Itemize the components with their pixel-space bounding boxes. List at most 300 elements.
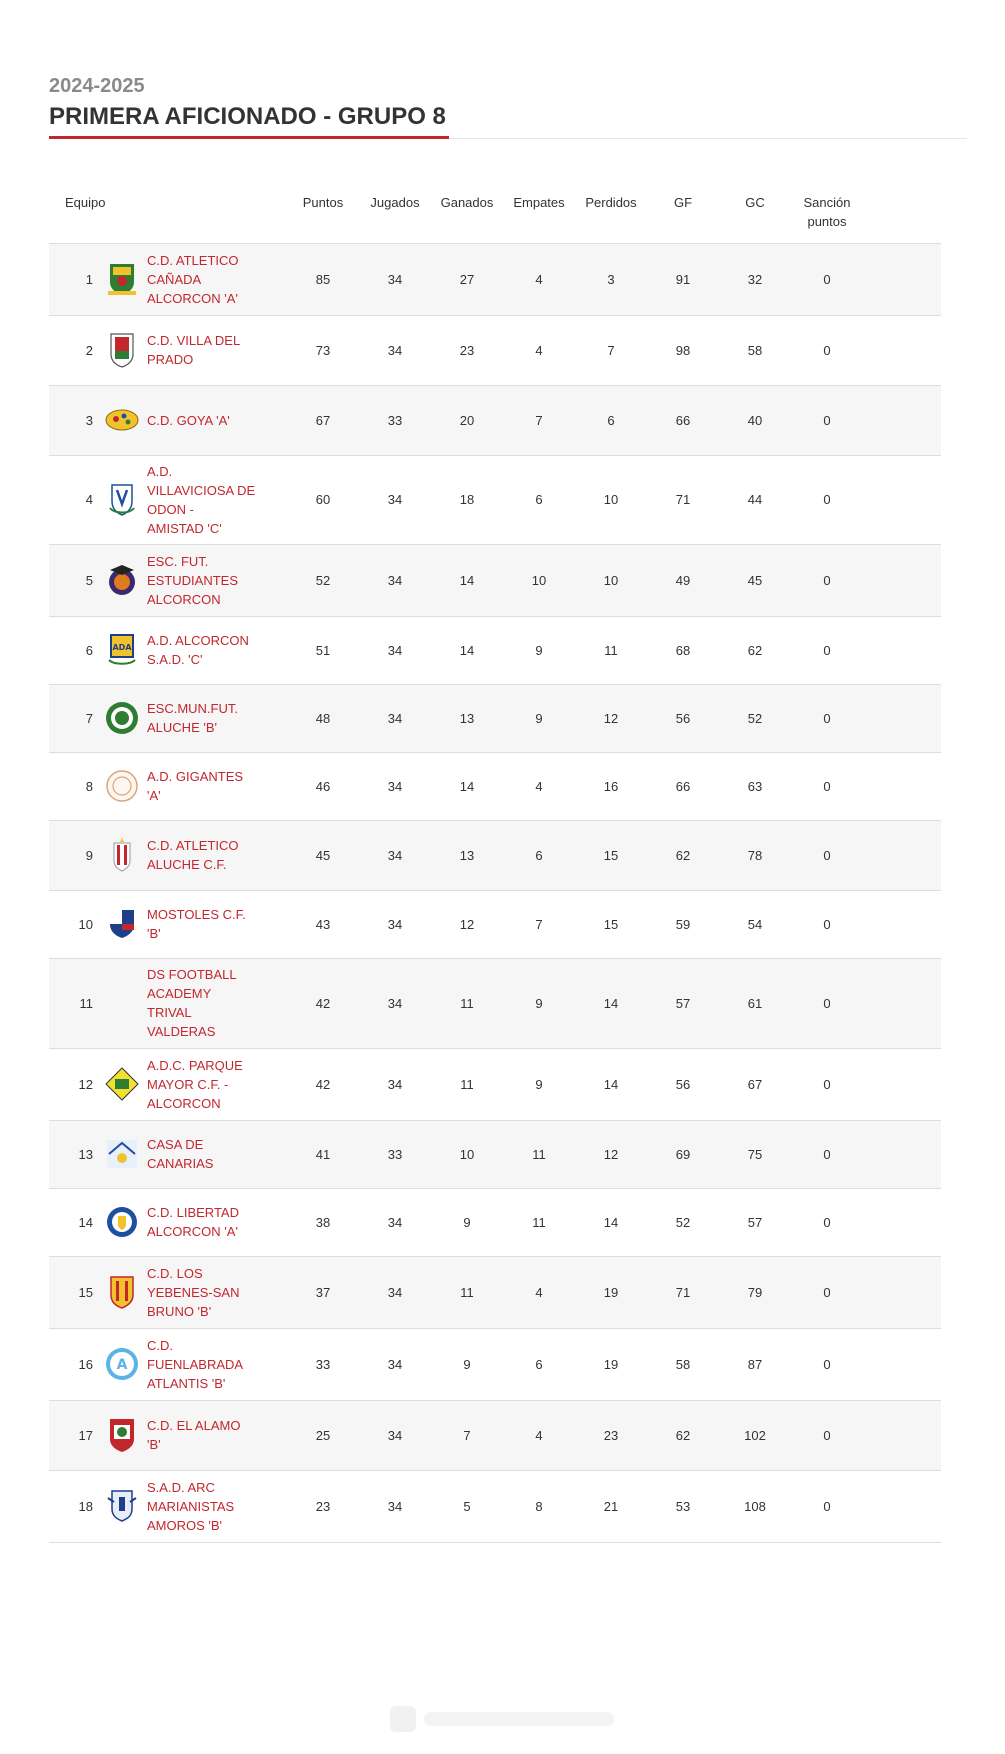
- sancion-cell: 0: [791, 385, 863, 455]
- team-name-link[interactable]: [147, 1256, 287, 1328]
- gf-cell: 66: [647, 752, 719, 820]
- gf-cell: 71: [647, 1256, 719, 1328]
- team-name-line: MOSTOLES C.F.: [147, 907, 246, 922]
- sancion-cell: 0: [791, 1188, 863, 1256]
- team-name-line: ALUCHE 'B': [147, 720, 217, 735]
- standings-table: [49, 168, 941, 1543]
- gf-cell: 66: [647, 385, 719, 455]
- position-cell: 8: [49, 752, 97, 820]
- empates-cell: 4: [503, 752, 575, 820]
- gf-cell: 91: [647, 243, 719, 315]
- table-row: [49, 890, 941, 958]
- row-spacer: [863, 1470, 941, 1542]
- fuenlabrada-crest[interactable]: [104, 1346, 140, 1382]
- perdidos-cell: 7: [575, 315, 647, 385]
- gc-cell: 102: [719, 1400, 791, 1470]
- ganados-cell: 12: [431, 890, 503, 958]
- jugados-cell: 33: [359, 1120, 431, 1188]
- empates-cell: 7: [503, 385, 575, 455]
- team-name-line: ESC.MUN.FUT.: [147, 701, 238, 716]
- team-name-link[interactable]: [147, 752, 287, 820]
- gc-cell: 79: [719, 1256, 791, 1328]
- perdidos-cell: 6: [575, 385, 647, 455]
- col-sancion-line2: puntos: [807, 214, 847, 229]
- crest-cell: [97, 385, 147, 455]
- ganados-cell: 14: [431, 544, 503, 616]
- ganados-cell: 5: [431, 1470, 503, 1542]
- perdidos-cell: 23: [575, 1400, 647, 1470]
- estudiantes-crest[interactable]: [104, 562, 140, 598]
- gc-cell: 108: [719, 1470, 791, 1542]
- page-header: [49, 74, 967, 139]
- atletico-aluche-crest[interactable]: [104, 837, 140, 873]
- gf-cell: 68: [647, 616, 719, 684]
- col-perdidos: Perdidos: [575, 168, 647, 243]
- gc-cell: 44: [719, 455, 791, 544]
- team-name-line: C.D. EL ALAMO: [147, 1418, 241, 1433]
- puntos-cell: 41: [287, 1120, 359, 1188]
- ganados-cell: 27: [431, 243, 503, 315]
- sancion-cell: 0: [791, 455, 863, 544]
- empates-cell: 4: [503, 243, 575, 315]
- crest-cell: [97, 1400, 147, 1470]
- jugados-cell: 34: [359, 1328, 431, 1400]
- goya-crest[interactable]: [104, 402, 140, 438]
- table-row: [49, 385, 941, 455]
- crest-cell: [97, 1470, 147, 1542]
- sancion-cell: 0: [791, 752, 863, 820]
- position-cell: 2: [49, 315, 97, 385]
- empates-cell: 9: [503, 616, 575, 684]
- sancion-cell: 0: [791, 1470, 863, 1542]
- crest-cell: [97, 544, 147, 616]
- team-name-line: DS FOOTBALL: [147, 967, 237, 982]
- team-name-line: AMOROS 'B': [147, 1517, 223, 1533]
- col-gf: GF: [647, 168, 719, 243]
- jugados-cell: 34: [359, 544, 431, 616]
- perdidos-cell: 12: [575, 1120, 647, 1188]
- table-row: [49, 1188, 941, 1256]
- team-name-line: ALCORCON: [147, 1095, 221, 1111]
- table-row: [49, 820, 941, 890]
- puntos-cell: 42: [287, 958, 359, 1048]
- empates-cell: 6: [503, 820, 575, 890]
- gf-cell: 56: [647, 1048, 719, 1120]
- perdidos-cell: 15: [575, 890, 647, 958]
- gc-cell: 45: [719, 544, 791, 616]
- empates-cell: 9: [503, 1048, 575, 1120]
- position-cell: 5: [49, 544, 97, 616]
- ganados-cell: 11: [431, 1256, 503, 1328]
- row-spacer: [863, 1188, 941, 1256]
- jugados-cell: 34: [359, 1048, 431, 1120]
- row-spacer: [863, 820, 941, 890]
- puntos-cell: 43: [287, 890, 359, 958]
- gigantes-crest[interactable]: [104, 768, 140, 804]
- jugados-cell: 34: [359, 684, 431, 752]
- gf-cell: 53: [647, 1470, 719, 1542]
- gf-cell: 98: [647, 315, 719, 385]
- standings-body: [49, 243, 941, 1542]
- team-name-link[interactable]: [147, 616, 287, 684]
- row-spacer: [863, 1400, 941, 1470]
- perdidos-cell: 19: [575, 1256, 647, 1328]
- table-row: [49, 684, 941, 752]
- standings-header-row: [49, 168, 941, 243]
- position-cell: 15: [49, 1256, 97, 1328]
- row-spacer: [863, 243, 941, 315]
- row-spacer: [863, 1328, 941, 1400]
- team-name-line: ALCORCON 'A': [147, 1224, 238, 1239]
- empates-cell: 4: [503, 1400, 575, 1470]
- sancion-cell: 0: [791, 544, 863, 616]
- crest-cell: [97, 315, 147, 385]
- gc-cell: 57: [719, 1188, 791, 1256]
- team-name-link[interactable]: [147, 1470, 287, 1542]
- empates-cell: 4: [503, 315, 575, 385]
- perdidos-cell: 14: [575, 1188, 647, 1256]
- crest-cell: [97, 1188, 147, 1256]
- row-spacer: [863, 1256, 941, 1328]
- team-name-line: YEBENES-SAN: [147, 1284, 240, 1300]
- position-cell: 12: [49, 1048, 97, 1120]
- empates-cell: 11: [503, 1188, 575, 1256]
- sancion-cell: 0: [791, 1256, 863, 1328]
- table-row: [49, 544, 941, 616]
- sancion-cell: 0: [791, 315, 863, 385]
- puntos-cell: 23: [287, 1470, 359, 1542]
- sancion-cell: 0: [791, 1120, 863, 1188]
- position-cell: 1: [49, 243, 97, 315]
- ganados-cell: 20: [431, 385, 503, 455]
- row-spacer: [863, 385, 941, 455]
- table-row: [49, 1256, 941, 1328]
- row-spacer: [863, 890, 941, 958]
- gc-cell: 62: [719, 616, 791, 684]
- position-cell: 4: [49, 455, 97, 544]
- jugados-cell: 34: [359, 1470, 431, 1542]
- perdidos-cell: 14: [575, 958, 647, 1048]
- team-name-line: VILLAVICIOSA DE: [147, 482, 256, 498]
- title-underline: [49, 136, 967, 139]
- puntos-cell: 67: [287, 385, 359, 455]
- team-name-line: CANARIAS: [147, 1156, 214, 1171]
- page-title: PRIMERA AFICIONADO - GRUPO 8: [49, 103, 446, 130]
- gc-cell: 54: [719, 890, 791, 958]
- team-name-line: A.D. ALCORCON: [147, 633, 249, 648]
- team-name-line: MARIANISTAS: [147, 1498, 235, 1514]
- team-name-link[interactable]: [147, 243, 287, 315]
- crest-cell: [97, 684, 147, 752]
- gf-cell: 62: [647, 820, 719, 890]
- gc-cell: 63: [719, 752, 791, 820]
- empates-cell: 11: [503, 1120, 575, 1188]
- libertad-crest[interactable]: [104, 1204, 140, 1240]
- gf-cell: 58: [647, 1328, 719, 1400]
- table-row: [49, 1470, 941, 1542]
- ganados-cell: 13: [431, 684, 503, 752]
- team-name-line: ESTUDIANTES: [147, 572, 239, 588]
- row-spacer: [863, 544, 941, 616]
- team-name-line: CAÑADA: [147, 271, 202, 287]
- table-row: [49, 1328, 941, 1400]
- ganados-cell: 13: [431, 820, 503, 890]
- position-cell: 6: [49, 616, 97, 684]
- puntos-cell: 46: [287, 752, 359, 820]
- aluche-escuela-crest[interactable]: [104, 700, 140, 736]
- puntos-cell: 37: [287, 1256, 359, 1328]
- position-cell: 9: [49, 820, 97, 890]
- crest-placeholder: [104, 985, 140, 1021]
- team-name-line: CASA DE: [147, 1137, 204, 1152]
- puntos-cell: 33: [287, 1328, 359, 1400]
- gc-cell: 32: [719, 243, 791, 315]
- table-row: [49, 243, 941, 315]
- parque-mayor-crest[interactable]: [104, 1066, 140, 1102]
- mostoles-crest[interactable]: [104, 906, 140, 942]
- gc-cell: 75: [719, 1120, 791, 1188]
- team-name-line: C.D. VILLA DEL: [147, 333, 241, 348]
- table-row: [49, 455, 941, 544]
- perdidos-cell: 10: [575, 455, 647, 544]
- team-name-line: A.D. GIGANTES: [147, 769, 244, 784]
- sancion-cell: 0: [791, 243, 863, 315]
- gf-cell: 69: [647, 1120, 719, 1188]
- team-name-link[interactable]: [147, 890, 287, 958]
- empates-cell: 10: [503, 544, 575, 616]
- jugados-cell: 34: [359, 616, 431, 684]
- position-cell: 17: [49, 1400, 97, 1470]
- puntos-cell: 51: [287, 616, 359, 684]
- gc-cell: 58: [719, 315, 791, 385]
- table-row: [49, 315, 941, 385]
- team-name-link[interactable]: [147, 820, 287, 890]
- jugados-cell: 34: [359, 243, 431, 315]
- position-cell: 13: [49, 1120, 97, 1188]
- position-cell: 16: [49, 1328, 97, 1400]
- team-name-line: FUENLABRADA: [147, 1356, 244, 1372]
- team-name-line: C.D. LIBERTAD: [147, 1205, 239, 1220]
- gf-cell: 56: [647, 684, 719, 752]
- villaviciosa-crest[interactable]: [104, 482, 140, 518]
- puntos-cell: 85: [287, 243, 359, 315]
- ganados-cell: 9: [431, 1188, 503, 1256]
- sancion-cell: 0: [791, 958, 863, 1048]
- sancion-cell: 0: [791, 684, 863, 752]
- team-name-link[interactable]: [147, 1120, 287, 1188]
- jugados-cell: 34: [359, 455, 431, 544]
- gc-cell: 78: [719, 820, 791, 890]
- perdidos-cell: 21: [575, 1470, 647, 1542]
- team-name-link[interactable]: [147, 455, 287, 544]
- perdidos-cell: 16: [575, 752, 647, 820]
- jugados-cell: 34: [359, 1400, 431, 1470]
- team-name-line: MAYOR C.F. -: [147, 1076, 229, 1092]
- position-cell: 3: [49, 385, 97, 455]
- empates-cell: 6: [503, 1328, 575, 1400]
- team-name-line: A.D.C. PARQUE: [147, 1057, 243, 1073]
- gf-cell: 52: [647, 1188, 719, 1256]
- team-name-line: ALUCHE C.F.: [147, 857, 227, 872]
- puntos-cell: 48: [287, 684, 359, 752]
- watermark-logo: [390, 1700, 620, 1736]
- gf-cell: 57: [647, 958, 719, 1048]
- col-sancion-line1: Sanción: [803, 195, 851, 210]
- team-name-link[interactable]: [147, 684, 287, 752]
- season-label: 2024-2025: [49, 75, 145, 97]
- ganados-cell: 14: [431, 752, 503, 820]
- puntos-cell: 52: [287, 544, 359, 616]
- crest-cell: [97, 890, 147, 958]
- position-cell: 18: [49, 1470, 97, 1542]
- gc-cell: 67: [719, 1048, 791, 1120]
- row-spacer: [863, 684, 941, 752]
- sancion-cell: 0: [791, 890, 863, 958]
- empates-cell: 7: [503, 890, 575, 958]
- table-row: [49, 1400, 941, 1470]
- row-spacer: [863, 315, 941, 385]
- gc-cell: 87: [719, 1328, 791, 1400]
- team-name-line: ACADEMY: [147, 986, 212, 1001]
- team-name-line: C.D. LOS: [147, 1265, 203, 1281]
- perdidos-cell: 14: [575, 1048, 647, 1120]
- jugados-cell: 34: [359, 752, 431, 820]
- svg-text:ADA: ADA: [112, 643, 132, 652]
- team-name-link[interactable]: [147, 958, 287, 1048]
- gf-cell: 62: [647, 1400, 719, 1470]
- row-spacer: [863, 1120, 941, 1188]
- table-row: [49, 1120, 941, 1188]
- team-name-line: C.D. ATLETICO: [147, 252, 239, 268]
- sancion-cell: 0: [791, 1400, 863, 1470]
- team-name-line: A.D.: [147, 463, 173, 479]
- position-cell: 14: [49, 1188, 97, 1256]
- ganados-cell: 11: [431, 958, 503, 1048]
- perdidos-cell: 15: [575, 820, 647, 890]
- team-name-line: C.D. ATLETICO: [147, 838, 239, 853]
- ganados-cell: 14: [431, 616, 503, 684]
- team-name-line: ATLANTIS 'B': [147, 1375, 226, 1391]
- puntos-cell: 60: [287, 455, 359, 544]
- row-spacer: [863, 455, 941, 544]
- crest-cell: [97, 752, 147, 820]
- perdidos-cell: 11: [575, 616, 647, 684]
- table-row: [49, 752, 941, 820]
- puntos-cell: 45: [287, 820, 359, 890]
- team-name-link[interactable]: [147, 385, 287, 455]
- table-row: [49, 616, 941, 684]
- empates-cell: 4: [503, 1256, 575, 1328]
- empates-cell: 8: [503, 1470, 575, 1542]
- team-name-link[interactable]: [147, 1188, 287, 1256]
- sancion-cell: 0: [791, 820, 863, 890]
- puntos-cell: 42: [287, 1048, 359, 1120]
- jugados-cell: 34: [359, 890, 431, 958]
- crest-cell: [97, 1048, 147, 1120]
- jugados-cell: 34: [359, 1188, 431, 1256]
- gf-cell: 71: [647, 455, 719, 544]
- team-name-line: 'B': [147, 926, 161, 941]
- jugados-cell: 34: [359, 1256, 431, 1328]
- team-name-line: 'A': [147, 788, 161, 803]
- atletico-canada-crest[interactable]: [104, 261, 140, 297]
- position-cell: 7: [49, 684, 97, 752]
- col-empates: Empates: [503, 168, 575, 243]
- team-name-line: PRADO: [147, 352, 194, 367]
- sancion-cell: 0: [791, 1328, 863, 1400]
- puntos-cell: 25: [287, 1400, 359, 1470]
- team-name-line: S.A.D. 'C': [147, 652, 203, 667]
- perdidos-cell: 3: [575, 243, 647, 315]
- row-spacer: [863, 616, 941, 684]
- team-name-link[interactable]: [147, 315, 287, 385]
- jugados-cell: 33: [359, 385, 431, 455]
- crest-cell: [97, 1328, 147, 1400]
- sancion-cell: 0: [791, 1048, 863, 1120]
- col-jugados: Jugados: [359, 168, 431, 243]
- jugados-cell: 34: [359, 315, 431, 385]
- col-sancion: [791, 168, 863, 243]
- crest-cell: [97, 1256, 147, 1328]
- crest-cell: [97, 455, 147, 544]
- team-name-line: ESC. FUT.: [147, 553, 209, 569]
- yebenes-crest[interactable]: [104, 1274, 140, 1310]
- col-gc: GC: [719, 168, 791, 243]
- team-name-line: ALCORCON: [147, 591, 221, 607]
- empates-cell: 9: [503, 684, 575, 752]
- team-name-link[interactable]: [147, 544, 287, 616]
- team-name-line: 'B': [147, 1437, 161, 1452]
- gf-cell: 59: [647, 890, 719, 958]
- empates-cell: 6: [503, 455, 575, 544]
- team-name-link[interactable]: [147, 1328, 287, 1400]
- position-cell: 10: [49, 890, 97, 958]
- casa-canarias-crest[interactable]: [104, 1136, 140, 1172]
- svg-text:A: A: [116, 1357, 128, 1373]
- team-name-line: C.D.: [147, 1337, 173, 1353]
- crest-cell: [97, 820, 147, 890]
- ad-alcorcon-crest[interactable]: [104, 632, 140, 668]
- team-name-link[interactable]: [147, 1400, 287, 1470]
- position-cell: 11: [49, 958, 97, 1048]
- empates-cell: 9: [503, 958, 575, 1048]
- table-row: [49, 958, 941, 1048]
- el-alamo-crest[interactable]: [104, 1417, 140, 1453]
- jugados-cell: 34: [359, 958, 431, 1048]
- team-name-line: C.D. GOYA 'A': [147, 412, 230, 428]
- crest-cell: [97, 616, 147, 684]
- ganados-cell: 9: [431, 1328, 503, 1400]
- puntos-cell: 38: [287, 1188, 359, 1256]
- team-name-link[interactable]: [147, 1048, 287, 1120]
- team-name-line: ODON -: [147, 501, 194, 517]
- ganados-cell: 23: [431, 315, 503, 385]
- team-name-line: BRUNO 'B': [147, 1303, 212, 1319]
- crest-cell: [97, 1120, 147, 1188]
- ganados-cell: 18: [431, 455, 503, 544]
- col-equipo: Equipo: [49, 168, 287, 243]
- crest-cell: [97, 243, 147, 315]
- row-spacer: [863, 752, 941, 820]
- row-spacer: [863, 958, 941, 1048]
- marianistas-crest[interactable]: [104, 1488, 140, 1524]
- villa-del-prado-crest[interactable]: [104, 332, 140, 368]
- team-name-line: TRIVAL: [147, 1005, 192, 1020]
- ganados-cell: 7: [431, 1400, 503, 1470]
- sancion-cell: 0: [791, 616, 863, 684]
- gc-cell: 61: [719, 958, 791, 1048]
- crest-cell: [97, 958, 147, 1048]
